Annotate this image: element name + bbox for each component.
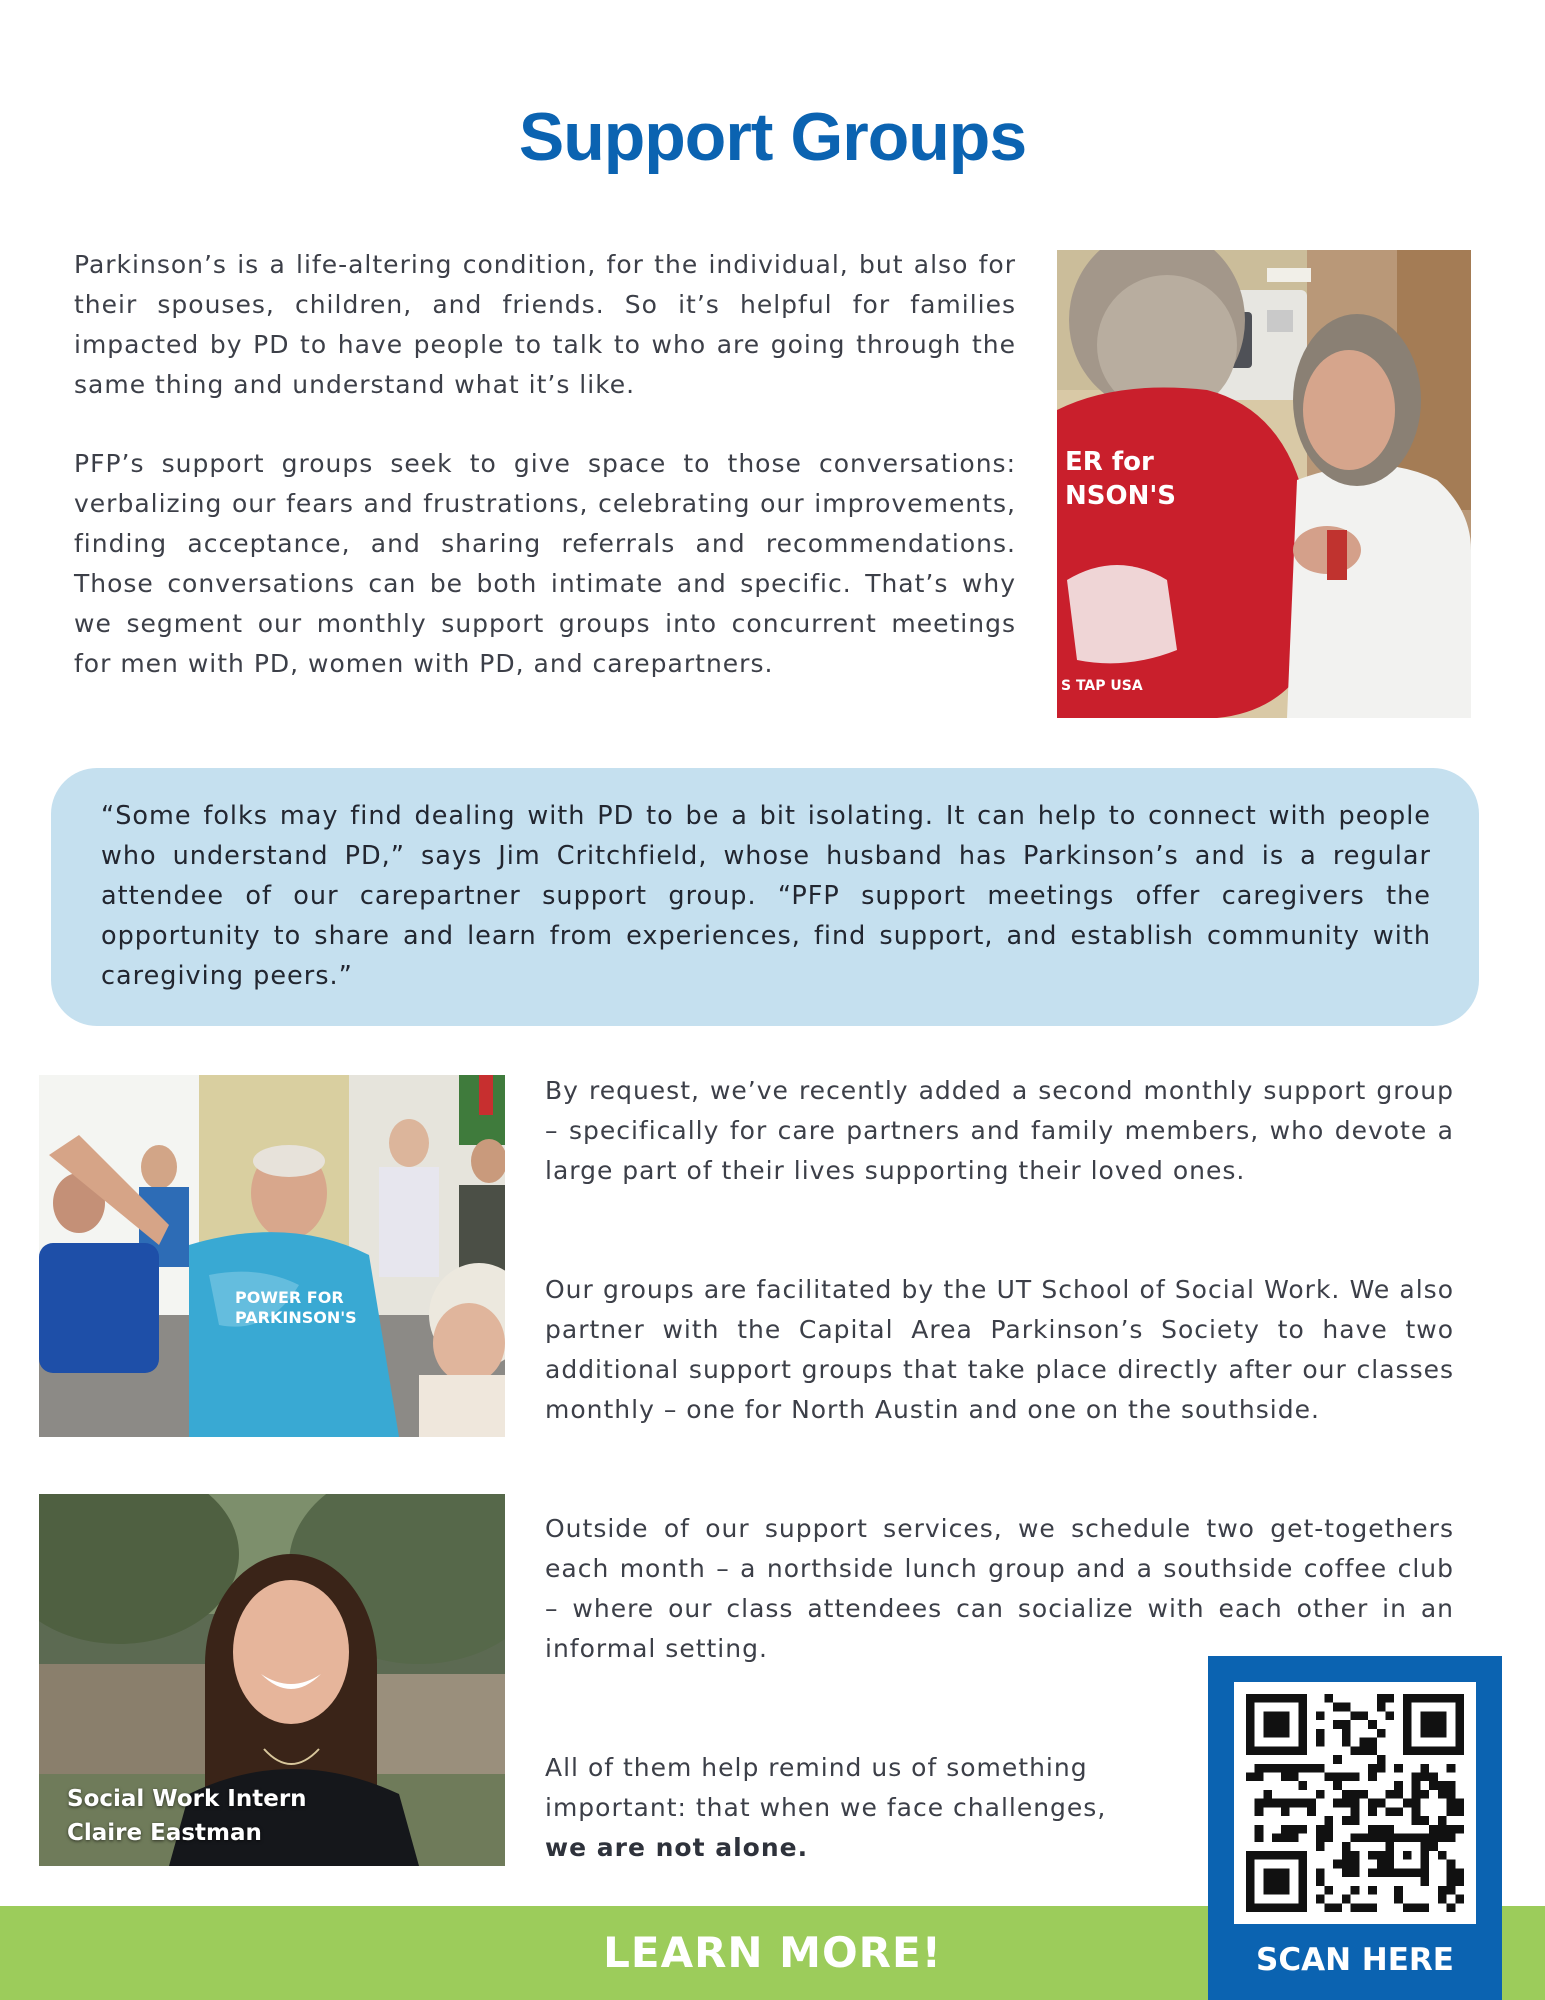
intro-paragraph-1: Parkinson’s is a life-altering condition, for the individual, but also for their spouses, children, and friends. So it’s helpful for families impacted by PD to have people to talk to who are going through the same thing and understand what it’s like.	[74, 250, 1016, 399]
intro-paragraph-2: PFP’s support groups seek to give space to those conversations: verbalizing our fears and frustrations, celebrating our improvements, finding acceptance, and sharing referrals and recommendations. Those conversations can be both intimate and specific. That’s why we segment our monthly support groups into concurrent meetings for men with PD, women with PD, and carepartners.	[74, 449, 1016, 678]
closing-text: All of them help remind us of something important: that when we face challenges,	[545, 1753, 1107, 1822]
body-paragraph-5-text: Outside of our support services, we schedule two get-togethers each month – a northside lunch group and a southside coffee club – where our class attendees can socialize with each other in an informal setting.	[545, 1514, 1454, 1663]
learn-more-banner[interactable]: LEARN MORE!	[603, 1928, 942, 1977]
photo-exercise-class	[39, 1075, 505, 1437]
page-title: Support Groups	[518, 99, 1027, 175]
body-paragraph-4: Our groups are facilitated by the UT School of Social Work. We also partner with the Capital Area Parkinson’s Society to have two additional support groups that take place directly after our classes monthly – one for North Austin and one on the southside.	[545, 1275, 1454, 1424]
qr-code[interactable]	[1234, 1682, 1476, 1924]
photo-dancing-women	[1057, 250, 1471, 718]
quote-text: “Some folks may find dealing with PD to be a bit isolating. It can help to connect with people who understand PD,” says Jim Critchfield, whose husband has Parkinson’s and is a regular attendee of our carepartner support group. “PFP support meetings offer caregivers the opportunity to share and learn from experiences, find support, and establish community with caregiving peers.”	[101, 801, 1431, 991]
body-paragraph-5	[545, 1509, 1454, 1669]
body-paragraph-3: By request, we’ve recently added a second monthly support group – specifically for care partners and family members, who devote a large part of their lives supporting their loved ones.	[545, 1076, 1454, 1185]
shirt-logo-text-4: POWER FOR	[235, 1288, 344, 1307]
caption-line-1: Social Work Intern	[67, 1786, 307, 1812]
qr-code-icon	[1246, 1694, 1464, 1912]
photo-intern-portrait	[39, 1494, 505, 1866]
shirt-logo-text-3: S TAP USA	[1061, 678, 1143, 694]
body-paragraph-6	[545, 1748, 1185, 1868]
scan-here-label: SCAN HERE	[1256, 1942, 1454, 1978]
photo-caption	[67, 1782, 307, 1850]
closing-emphasis: we are not alone.	[545, 1833, 809, 1862]
shirt-logo-text-2: NSON'S	[1065, 481, 1177, 511]
caption-line-2: Claire Eastman	[67, 1820, 262, 1846]
shirt-logo-text: ER for	[1065, 447, 1154, 477]
shirt-logo-text-5: PARKINSON'S	[235, 1308, 357, 1327]
quote-callout	[51, 768, 1479, 1026]
qr-panel[interactable]	[1208, 1656, 1502, 2000]
